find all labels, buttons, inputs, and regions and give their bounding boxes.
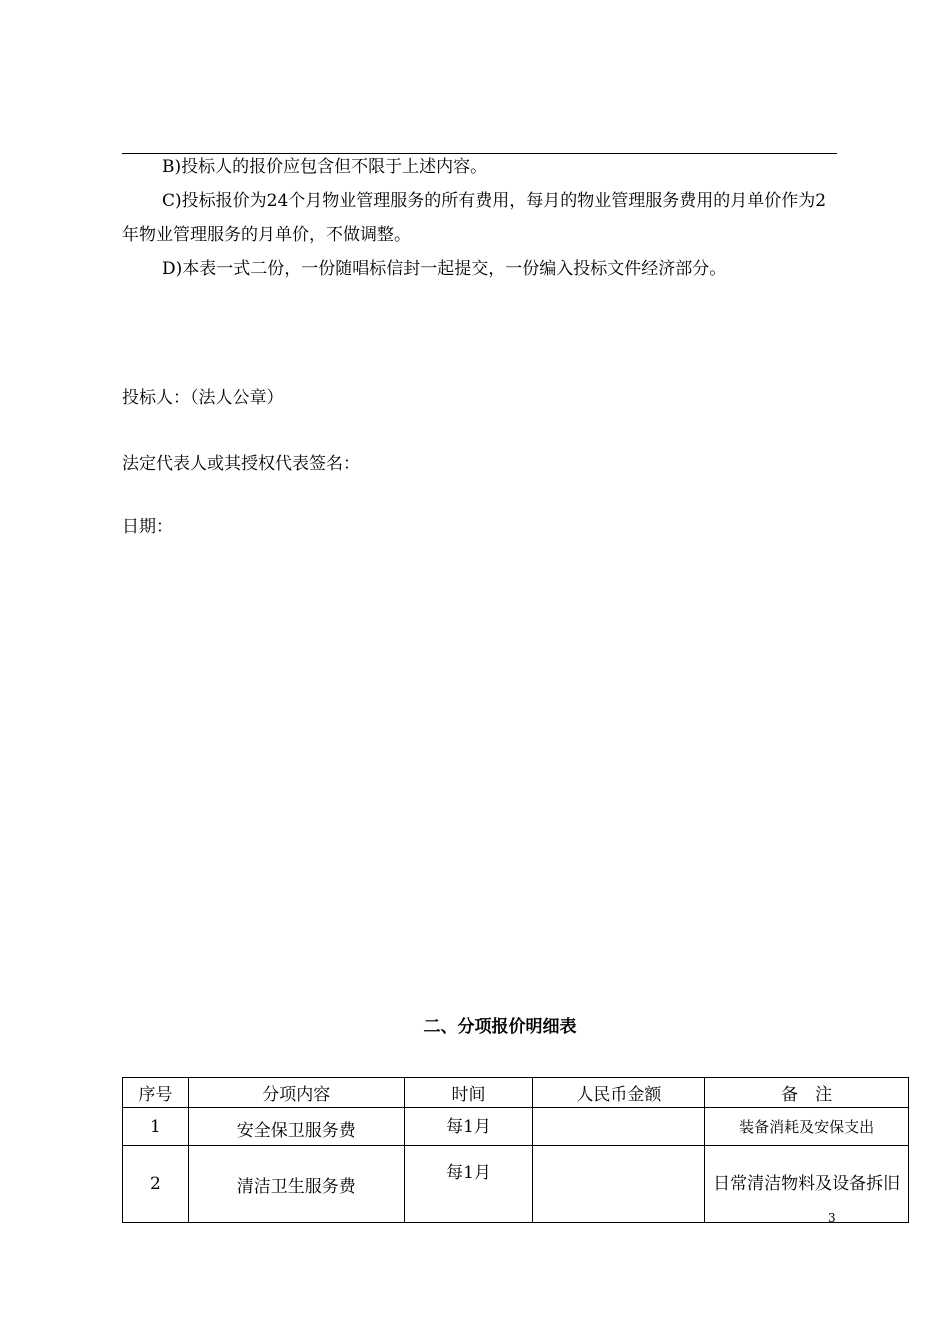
header-amount: 人民币金额 (533, 1078, 705, 1108)
cell-time: 每1月 (404, 1146, 533, 1223)
cell-no: 1 (123, 1108, 189, 1146)
note-c: C)投标报价为24个月物业管理服务的所有费用，每月的物业管理服务费用的月单价作为2年物业管理服务的月单价，不做调整。 (122, 191, 827, 245)
cell-amount[interactable] (533, 1146, 705, 1223)
table-row (123, 1146, 909, 1223)
header-time: 时间 (404, 1078, 533, 1108)
representative-signature-line: 法定代表人或其授权代表签名： (122, 454, 360, 474)
date-line: 日期： (122, 517, 173, 537)
table-row (123, 1108, 909, 1146)
note-d: D)本表一式二份，一份随唱标信封一起提交，一份编入投标文件经济部分。 (162, 259, 727, 279)
header-remark: 备 注 (705, 1078, 909, 1108)
page-number: 3 (828, 1211, 836, 1225)
header-item: 分项内容 (188, 1078, 404, 1108)
cell-remark: 日常清洁物料及设备拆旧 (705, 1146, 909, 1223)
note-b: B)投标人的报价应包含但不限于上述内容。 (162, 157, 488, 177)
quote-detail-table (122, 1077, 909, 1223)
section-title: 二、分项报价明细表 (423, 1017, 577, 1037)
cell-item: 安全保卫服务费 (188, 1108, 404, 1146)
table-header-row (123, 1078, 909, 1108)
bidder-seal-line: 投标人：（法人公章） (122, 388, 284, 408)
cell-amount[interactable] (533, 1108, 705, 1146)
header-no: 序号 (123, 1078, 189, 1108)
cell-time: 每1月 (404, 1108, 533, 1146)
cell-no: 2 (123, 1146, 189, 1223)
cell-remark: 装备消耗及安保支出 (705, 1108, 909, 1146)
cell-item: 清洁卫生服务费 (188, 1146, 404, 1223)
